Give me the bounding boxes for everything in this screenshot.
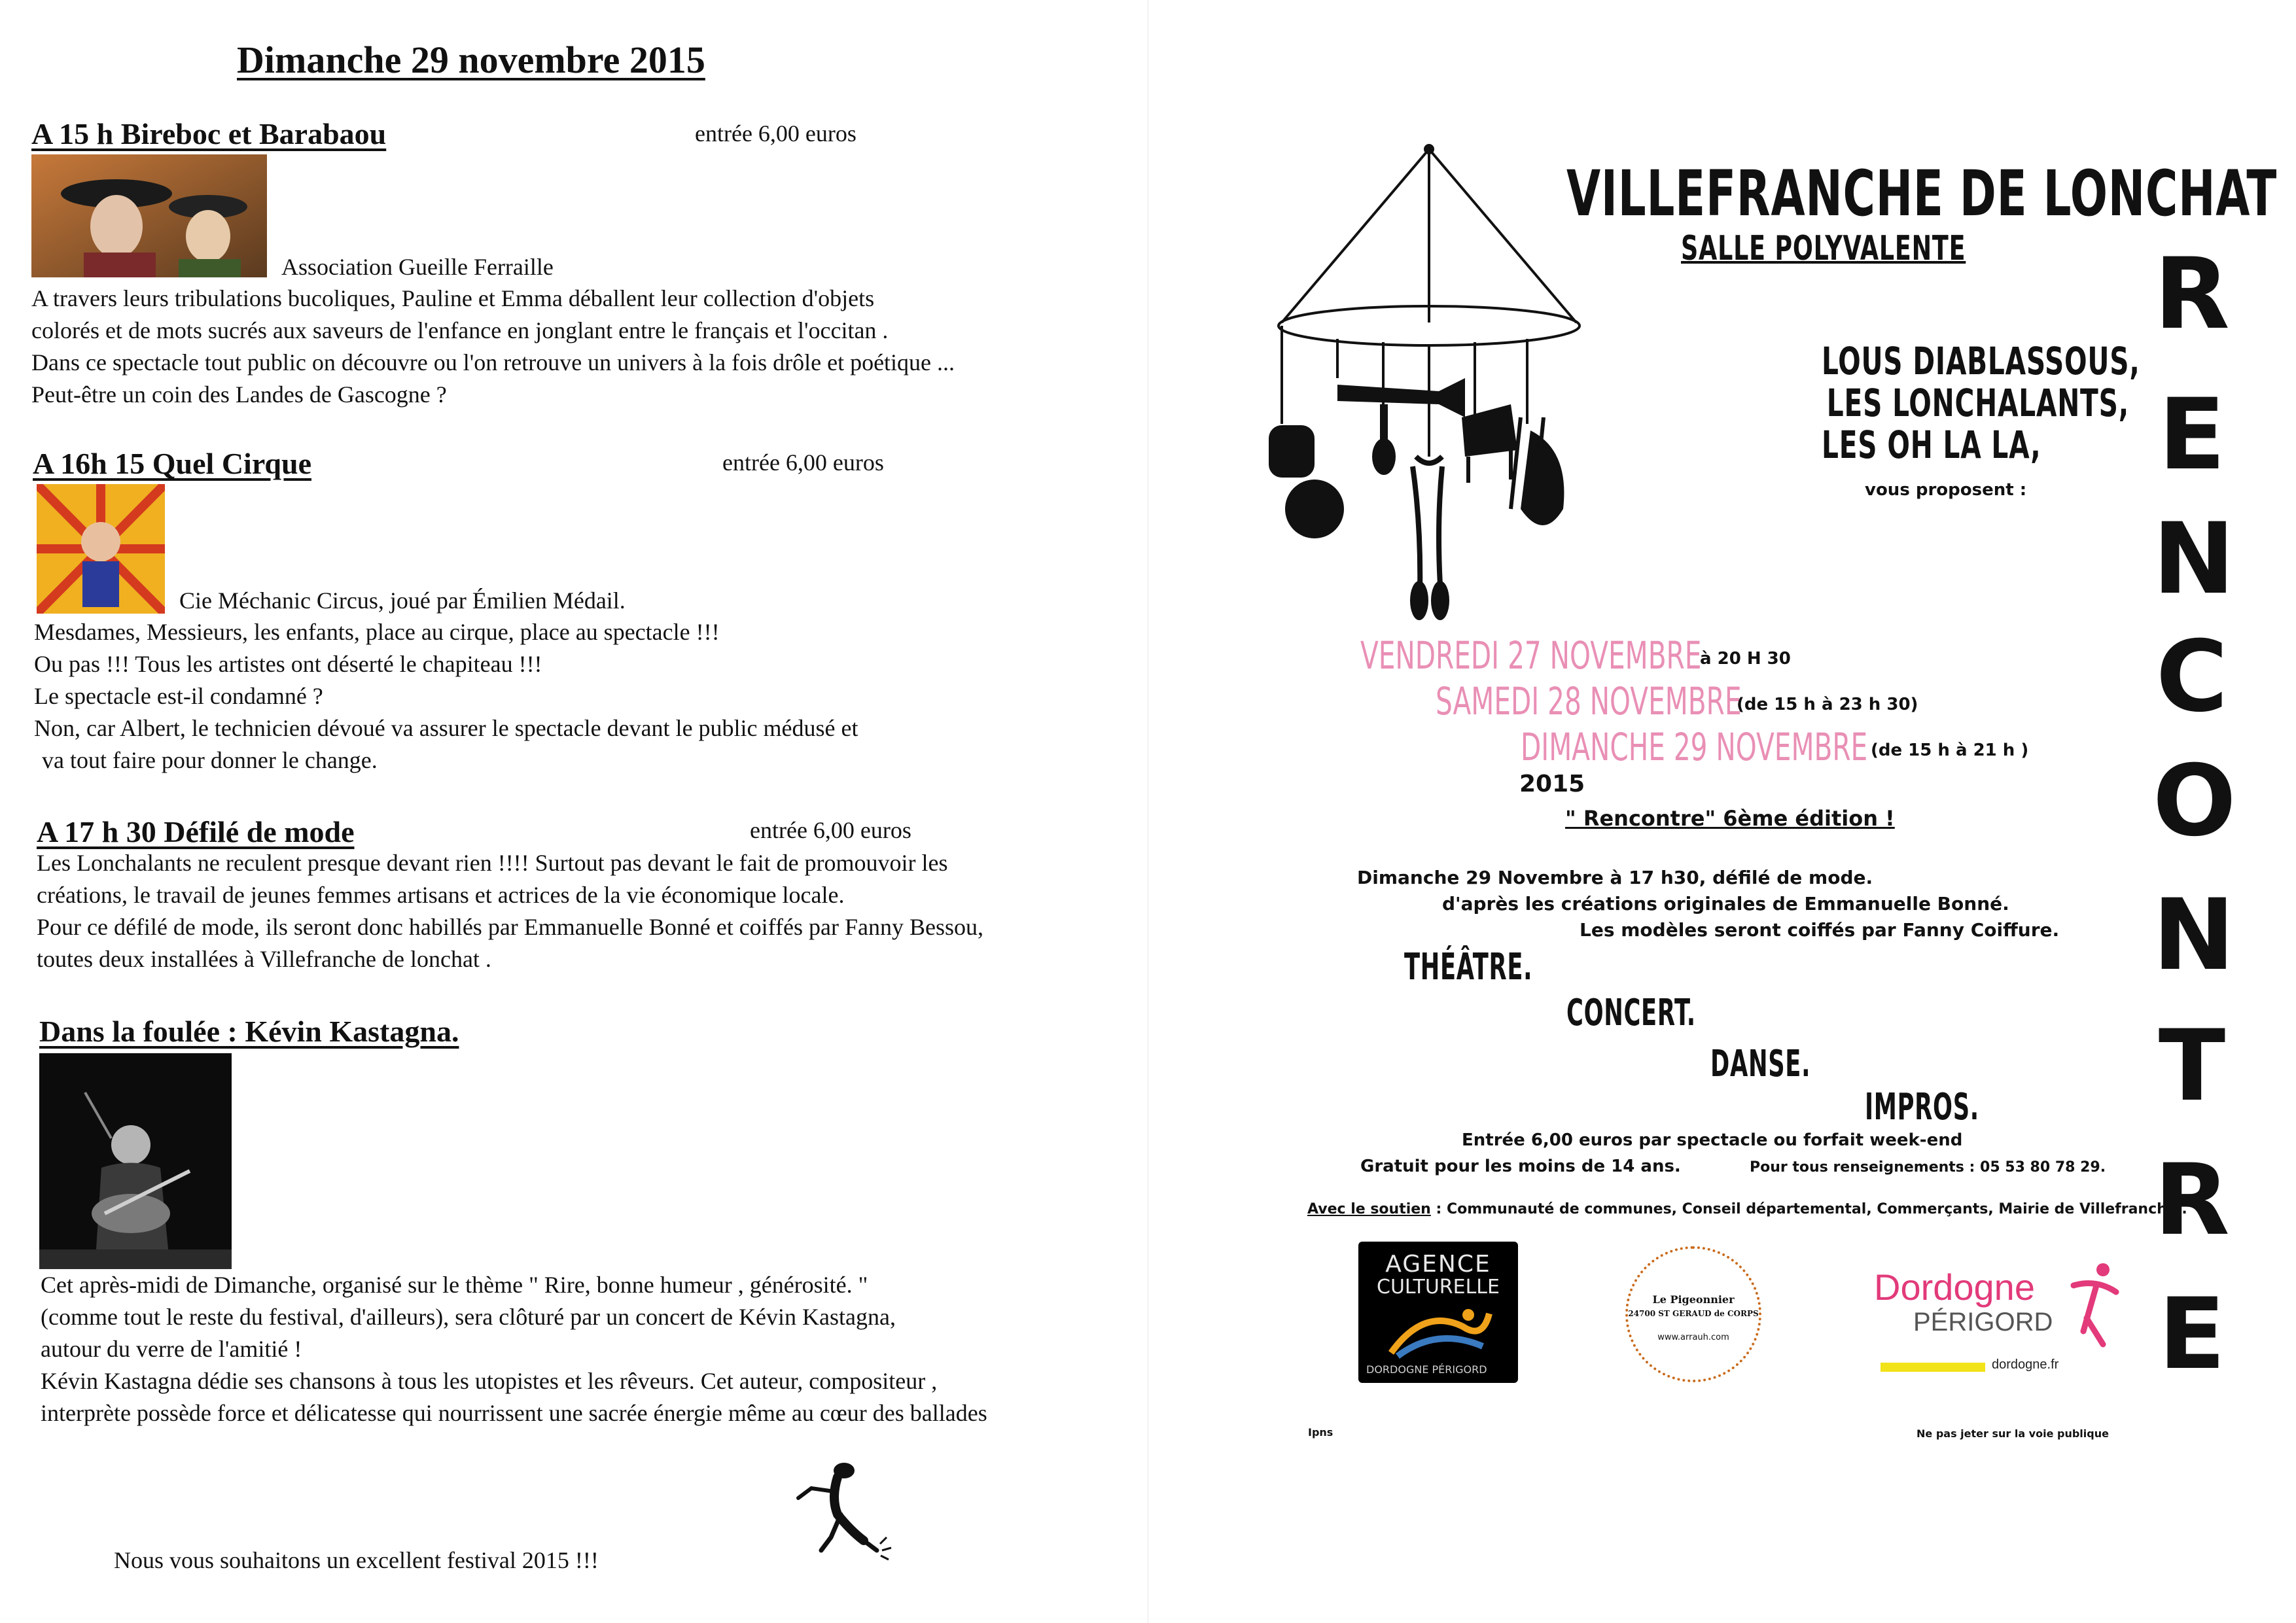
event-1-heading: A 15 h Bireboc et Barabaou [31, 117, 387, 150]
group-name: LES OH LA LA, [1822, 423, 2041, 467]
desc-line: Le spectacle est-il condamné ? [34, 683, 323, 709]
desc-line: autour du verre de l'amitié ! [41, 1336, 302, 1362]
desc-line: Cet après-midi de Dimanche, organisé sur le thème " Rire, bonne humeur , générosité. " [41, 1272, 868, 1298]
time-sunday: (de 15 h à 21 h ) [1871, 741, 2029, 760]
event-3-desc [37, 847, 983, 975]
footer-mention: Ne pas jeter sur la voie publique [1916, 1427, 2109, 1440]
desc-line: Mesdames, Messieurs, les enfants, place au cirque, place au spectacle !!! [34, 619, 720, 645]
desc-line: Dans ce spectacle tout public on découvre ou l'on retrouve un univers à la fois drôle et poétique ... [31, 349, 955, 375]
date-saturday: SAMEDI 28 NOVEMBRE [1436, 679, 1742, 724]
event-3-price: entrée 6,00 euros [750, 817, 911, 843]
defile-line: d'après les créations originales de Emmanuelle Bonné. [1442, 893, 2009, 915]
info-phone: Pour tous renseignements : 05 53 80 78 29. [1750, 1159, 2106, 1176]
event-4-desc [41, 1269, 987, 1429]
town-name: VILLEFRANCHE DE LONCHAT [1566, 157, 2278, 230]
free-entry: Gratuit pour les moins de 14 ans. [1360, 1157, 1681, 1176]
group-name: LOUS DIABLASSOUS, [1822, 339, 2140, 383]
genre-danse: DANSE. [1710, 1043, 1811, 1085]
defile-info [1357, 865, 2059, 943]
desc-line: Kévin Kastagna dédie ses chansons à tous les utopistes et les rêveurs. Cet auteur, compositeur , [41, 1368, 938, 1394]
agence-culturelle-logo [1358, 1242, 1518, 1383]
venue-name: SALLE POLYVALENTE [1681, 229, 1966, 268]
logo1-line2: CULTURELLE [1377, 1276, 1500, 1299]
vertical-letter: R [2154, 1143, 2230, 1257]
event-1-desc [31, 283, 955, 411]
genre-impros: IMPROS. [1865, 1086, 1979, 1128]
desc-line: A travers leurs tribulations bucoliques, Pauline et Emma déballent leur collection d'objets [31, 285, 875, 311]
vertical-letter: N [2153, 879, 2235, 992]
event-2-desc [34, 616, 858, 777]
desc-line: colorés et de mots sucrés aux saveurs de l'enfance en jonglant entre le français et l'occitan . [31, 317, 889, 343]
desc-line: créations, le travail de jeunes femmes artisans et actrices de la vie économique locale. [37, 882, 845, 908]
desc-line: interprète possède force et délicatesse qui nourrissent une sacrée énergie même au cœur des ballades [41, 1400, 987, 1426]
event-3-heading: A 17 h 30 Défilé de mode [37, 815, 355, 848]
event-2-company: Cie Méchanic Circus, joué par Émilien Médail. [179, 587, 626, 614]
vertical-letter: O [2153, 744, 2236, 858]
time-saturday: (de 15 h à 23 h 30) [1737, 695, 1918, 714]
logo3-figure-icon [2064, 1259, 2123, 1351]
support-text: : Communauté de communes, Conseil départemental, Commerçants, Mairie de Villefranche . [1430, 1201, 2187, 1217]
logo1-line1: AGENCE [1385, 1251, 1491, 1278]
groups-list [1822, 340, 2140, 466]
logo2-name: Le Pigeonnier [1652, 1293, 1735, 1306]
edition: " Rencontre" 6ème édition ! [1565, 806, 1895, 831]
dordogne-perigord-logo [1874, 1266, 2123, 1384]
desc-line: va tout faire pour donner le change. [42, 747, 378, 773]
entry-price: Entrée 6,00 euros par spectacle ou forfait week-end [1462, 1130, 1963, 1150]
group-name: LES LONCHALANTS, [1826, 381, 2129, 425]
vertical-letter: E [2158, 1278, 2226, 1391]
desc-line: Non, car Albert, le technicien dévoué va assurer le spectacle devant le public médusé et [34, 715, 858, 741]
program-title: Dimanche 29 novembre 2015 [237, 39, 705, 81]
dancer-figure-icon [785, 1452, 896, 1563]
event-4-photo [39, 1053, 232, 1269]
desc-line: Pour ce défilé de mode, ils seront donc habillés par Emmanuelle Bonné et coiffés par Fanny Bessou, [37, 914, 983, 940]
defile-line: Dimanche 29 Novembre à 17 h30, défilé de mode. [1357, 867, 1873, 888]
vertical-letter: R [2154, 237, 2230, 351]
logo3-bar [1881, 1363, 1985, 1372]
genre-concert: CONCERT. [1566, 992, 1696, 1034]
year: 2015 [1519, 771, 1585, 797]
closing-line: Nous vous souhaitons un excellent festival 2015 !!! [114, 1547, 599, 1573]
pigeonnier-logo [1625, 1246, 1761, 1382]
date-friday: VENDREDI 27 NOVEMBRE [1360, 633, 1702, 678]
event-2-photo [37, 484, 165, 614]
logo3-line2: PÉRIGORD [1913, 1308, 2053, 1336]
logo2-address: 24700 ST GERAUD de CORPS [1628, 1309, 1759, 1318]
date-sunday: DIMANCHE 29 NOVEMBRE [1521, 725, 1868, 769]
support-line [1307, 1201, 2187, 1217]
right-page [1148, 0, 2296, 1623]
logo3-web: dordogne.fr [1992, 1357, 2059, 1372]
drum-icon [1269, 425, 1315, 478]
vertical-letter: C [2155, 620, 2229, 734]
event-1-price: entrée 6,00 euros [695, 120, 857, 147]
event-2-price: entrée 6,00 euros [722, 449, 884, 476]
logo3-line1: Dordogne [1874, 1266, 2035, 1308]
propose-text: vous proposent : [1865, 480, 2027, 500]
event-1-photo [31, 154, 267, 277]
desc-line: Les Lonchalants ne reculent presque devant rien !!!! Surtout pas devant le fait de promouvoir les [37, 850, 948, 876]
logo2-web: www.arrauh.com [1657, 1333, 1729, 1342]
logo1-sub: DORDOGNE PÉRIGORD [1366, 1363, 1487, 1376]
desc-line: Ou pas !!! Tous les artistes ont déserté le chapiteau !!! [34, 651, 542, 677]
support-label: Avec le soutien [1307, 1201, 1431, 1217]
event-1-company: Association Gueille Ferraille [281, 254, 554, 280]
desc-line: Peut-être un coin des Landes de Gascogne ? [31, 381, 447, 408]
event-2-heading: A 16h 15 Quel Cirque [33, 447, 311, 480]
vertical-letter: T [2158, 1009, 2226, 1123]
time-friday: à 20 H 30 [1700, 649, 1791, 669]
defile-line: Les modèles seront coiffés par Fanny Coiffure. [1580, 919, 2060, 941]
event-4-heading: Dans la foulée : Kévin Kastagna. [39, 1015, 459, 1048]
desc-line: (comme tout le reste du festival, d'ailleurs), sera clôturé par un concert de Kévin Kastagna, [41, 1304, 896, 1330]
ipns-mention: Ipns [1308, 1426, 1333, 1439]
genre-theatre: THÉÂTRE. [1404, 946, 1533, 988]
instrument-mobile-illustration [1269, 143, 1583, 627]
trumpet-icon [1337, 378, 1465, 417]
vertical-letter: N [2153, 502, 2235, 616]
vertical-letter: E [2158, 378, 2226, 492]
desc-line: toutes deux installées à Villefranche de lonchat . [37, 946, 491, 972]
piano-icon [1462, 404, 1517, 457]
logo1-swoosh-icon [1385, 1300, 1496, 1359]
